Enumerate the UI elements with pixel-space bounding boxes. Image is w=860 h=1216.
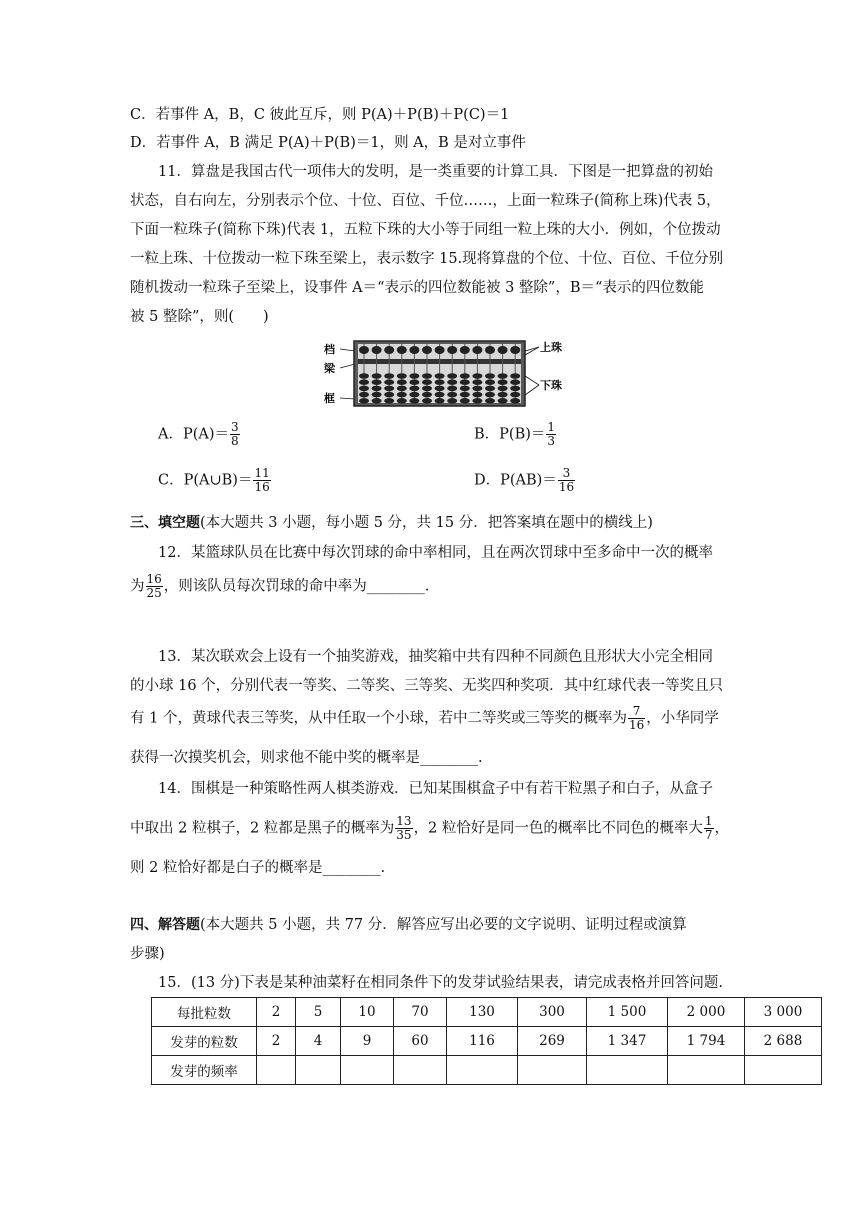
q13-line-3 <box>130 705 719 732</box>
lower-bead <box>510 398 520 404</box>
table-row <box>152 1056 822 1085</box>
upper-bead <box>472 346 482 354</box>
lower-bead <box>397 379 407 385</box>
table-cell <box>447 1056 518 1085</box>
lower-bead <box>447 379 457 385</box>
table-cell: 2 688 <box>745 1027 822 1056</box>
q11-line-5: 随机拨动一粒珠子至梁上，设事件 A＝“表示的四位数能被 3 整除”，B＝“表示的四位数能 <box>130 280 704 296</box>
table-cell: 10 <box>341 998 394 1027</box>
lower-bead <box>472 398 482 404</box>
option-d-prefix: D．P(AB)＝ <box>474 472 557 489</box>
q13-line-1: 13．某次联欢会上设有一个抽奖游戏，抽奖箱中共有四种不同颜色且形状大小完全相同 <box>158 649 713 665</box>
section-3-desc: (本大题共 3 小题，每小题 5 分，共 15 分．把答案填在题中的横线上) <box>200 515 653 531</box>
q14-line-1: 14．围棋是一种策略性两人棋类游戏．已知某围棋盒子中有若干粒黑子和白子，从盒子 <box>158 781 713 797</box>
section-4-heading <box>130 913 687 937</box>
lower-bead <box>422 379 432 385</box>
upper-bead <box>510 346 520 354</box>
q10-option-d: D．若事件 A，B 满足 P(A)＋P(B)＝1，则 A，B 是对立事件 <box>130 135 526 151</box>
table-cell <box>745 1056 822 1085</box>
upper-bead <box>435 346 445 354</box>
lower-bead <box>510 373 520 379</box>
lower-bead <box>372 398 382 404</box>
lower-bead <box>359 392 369 398</box>
upper-bead <box>409 346 419 354</box>
lower-bead <box>372 392 382 398</box>
lower-bead <box>397 392 407 398</box>
lower-bead <box>422 392 432 398</box>
q11-option-b <box>474 421 557 448</box>
lower-bead <box>510 386 520 392</box>
option-d-num: 3 <box>558 467 575 481</box>
lower-bead <box>498 379 508 385</box>
table-cell: 9 <box>341 1027 394 1056</box>
table-cell <box>394 1056 447 1085</box>
lower-bead <box>409 379 419 385</box>
lower-bead <box>485 392 495 398</box>
q10-option-c: C．若事件 A，B，C 彼此互斥，则 P(A)＋P(B)＋P(C)＝1 <box>130 107 510 123</box>
table-cell: 4 <box>296 1027 341 1056</box>
q14-line-2-mid: ，2 粒恰好是同一色的概率比不同色的概率大 <box>413 820 703 837</box>
lower-bead <box>384 373 394 379</box>
q13-line-2: 的小球 16 个，分别代表一等奖、二等奖、三等奖、无奖四种奖项．其中红球代表一等奖且只 <box>130 678 724 694</box>
lower-bead <box>359 386 369 392</box>
q11-line-3: 下面一粒珠子(简称下珠)代表 1，五粒下珠的大小等于同组一粒上珠的大小．例如，个位拨动 <box>130 222 721 238</box>
option-b-prefix: B．P(B)＝ <box>474 426 546 443</box>
lower-bead <box>372 379 382 385</box>
upper-bead <box>460 346 470 354</box>
lower-bead <box>359 379 369 385</box>
q14-line-2-post: ， <box>714 820 730 837</box>
upper-bead <box>384 346 394 354</box>
lower-bead <box>472 379 482 385</box>
section-3-heading <box>130 511 653 535</box>
table-cell: 60 <box>394 1027 447 1056</box>
table-row-header: 发芽的频率 <box>152 1056 257 1085</box>
option-a-prefix: A．P(A)＝ <box>158 426 230 443</box>
label-liang: 梁 <box>324 362 335 375</box>
section-4-title: 四、解答题 <box>130 917 200 933</box>
option-b-num: 1 <box>547 420 556 434</box>
lower-bead <box>460 386 470 392</box>
upper-bead <box>498 346 508 354</box>
lower-bead <box>409 386 419 392</box>
q11-line-4: 一粒上珠、十位拨动一粒下珠至梁上，表示数字 15.现将算盘的个位、十位、百位、千位分别 <box>130 251 724 267</box>
lower-bead <box>472 386 482 392</box>
table-cell: 5 <box>296 998 341 1027</box>
lower-bead <box>485 386 495 392</box>
lower-bead <box>510 392 520 398</box>
lower-bead <box>422 373 432 379</box>
table-cell: 1 347 <box>587 1027 668 1056</box>
lower-bead <box>359 373 369 379</box>
table-row <box>152 998 822 1027</box>
table-cell: 1 500 <box>587 998 668 1027</box>
label-xiazhu: 下珠 <box>540 379 562 392</box>
lower-bead <box>498 392 508 398</box>
table-row-header: 发芽的粒数 <box>152 1027 257 1056</box>
table-cell: 2 <box>257 1027 296 1056</box>
q11-option-a <box>158 421 241 448</box>
lower-bead <box>510 379 520 385</box>
section-4-desc-1: (本大题共 5 小题，共 77 分．解答应写出必要的文字说明、证明过程或演算 <box>200 917 687 933</box>
lower-bead <box>435 373 445 379</box>
q12-num: 16 <box>146 572 162 586</box>
q13-den: 16 <box>628 718 645 732</box>
lower-bead <box>372 373 382 379</box>
table-cell <box>296 1056 341 1085</box>
table-row-header: 每批粒数 <box>152 998 257 1027</box>
label-shangzhu: 上珠 <box>540 341 562 354</box>
lower-bead <box>384 386 394 392</box>
lower-bead <box>372 386 382 392</box>
lower-bead <box>397 373 407 379</box>
lower-bead <box>384 398 394 404</box>
table-cell: 130 <box>447 998 518 1027</box>
lower-bead <box>447 398 457 404</box>
table-cell: 3 000 <box>745 998 822 1027</box>
lower-bead <box>435 398 445 404</box>
section-3-title: 三、填空题 <box>130 515 200 531</box>
table-cell: 300 <box>518 998 587 1027</box>
q11-option-c <box>158 467 272 494</box>
q14-den2: 7 <box>704 828 713 842</box>
table-cell: 1 794 <box>668 1027 745 1056</box>
upper-bead <box>422 346 432 354</box>
germination-table <box>151 997 822 1085</box>
section-4-desc-2: 步骤) <box>130 946 165 962</box>
table-cell <box>518 1056 587 1085</box>
table-cell: 70 <box>394 998 447 1027</box>
lower-bead <box>498 386 508 392</box>
lower-bead <box>409 392 419 398</box>
lower-bead <box>435 386 445 392</box>
q12-pre: 为 <box>130 578 145 595</box>
lower-bead <box>472 373 482 379</box>
q14-line-2 <box>130 815 729 842</box>
table-cell: 2 000 <box>668 998 745 1027</box>
lower-bead <box>397 386 407 392</box>
q14-line-3: 则 2 粒恰好都是白子的概率是________. <box>130 860 386 876</box>
lower-bead <box>422 386 432 392</box>
q11-option-d <box>474 467 576 494</box>
lower-bead <box>435 379 445 385</box>
lower-bead <box>472 392 482 398</box>
q13-line-3-pre: 有 1 个，黄球代表三等奖，从中任取一个小球，若中二等奖或三等奖的概率为 <box>130 710 627 727</box>
table-cell: 269 <box>518 1027 587 1056</box>
option-d-den: 16 <box>558 480 575 494</box>
upper-bead <box>372 346 382 354</box>
option-b-den: 3 <box>547 434 556 448</box>
option-c-prefix: C．P(A∪B)＝ <box>158 472 253 489</box>
lower-bead <box>447 373 457 379</box>
lower-bead <box>435 392 445 398</box>
lower-bead <box>485 398 495 404</box>
lower-bead <box>422 398 432 404</box>
q13-num: 7 <box>628 705 645 719</box>
q12-den: 25 <box>146 586 162 600</box>
lower-bead <box>460 373 470 379</box>
lower-bead <box>409 373 419 379</box>
q14-den1: 35 <box>396 828 412 842</box>
lower-bead <box>359 398 369 404</box>
option-c-den: 16 <box>254 480 270 494</box>
table-row <box>152 1027 822 1056</box>
q12-post: ，则该队员每次罚球的命中率为________. <box>163 578 430 595</box>
lower-bead <box>460 398 470 404</box>
label-dang: 档 <box>324 343 335 356</box>
lower-bead <box>397 398 407 404</box>
lower-bead <box>460 392 470 398</box>
q13-line-3-post: ，小华同学 <box>646 710 719 727</box>
table-cell: 116 <box>447 1027 518 1056</box>
table-cell <box>587 1056 668 1085</box>
option-a-num: 3 <box>231 420 239 434</box>
table-cell: 2 <box>257 998 296 1027</box>
table-cell <box>668 1056 745 1085</box>
table-cell <box>257 1056 296 1085</box>
q14-line-2-pre: 中取出 2 粒棋子，2 粒都是黑子的概率为 <box>130 820 395 837</box>
upper-bead <box>447 346 457 354</box>
q14-num2: 1 <box>704 814 713 828</box>
upper-bead <box>359 346 369 354</box>
lower-bead <box>447 392 457 398</box>
q14-num1: 13 <box>396 814 412 828</box>
upper-bead <box>485 346 495 354</box>
lower-bead <box>409 398 419 404</box>
abacus-figure <box>320 339 580 409</box>
q13-line-4: 获得一次摸奖机会，则求他不能中奖的概率是________. <box>130 750 483 766</box>
table-cell <box>341 1056 394 1085</box>
upper-bead <box>397 346 407 354</box>
label-kuang: 框 <box>324 392 335 405</box>
lower-bead <box>485 373 495 379</box>
q11-line-2: 状态，自右向左，分别表示个位、十位、百位、千位……，上面一粒珠子(简称上珠)代表 5， <box>130 193 721 209</box>
option-a-den: 8 <box>231 434 239 448</box>
lower-bead <box>460 379 470 385</box>
option-c-num: 11 <box>254 466 270 480</box>
lower-bead <box>498 373 508 379</box>
q12-line-1: 12．某篮球队员在比赛中每次罚球的命中率相同，且在两次罚球中至多命中一次的概率 <box>158 545 713 561</box>
lower-bead <box>384 392 394 398</box>
q11-line-6: 被 5 整除”，则( ) <box>130 309 269 325</box>
q15-line-1: 15．(13 分)下表是某种油菜籽在相同条件下的发芽试验结果表，请完成表格并回答问题. <box>158 975 723 991</box>
q11-line-1: 11．算盘是我国古代一项伟大的发明，是一类重要的计算工具．下图是一把算盘的初始 <box>158 164 713 180</box>
q12-line-2 <box>130 573 429 600</box>
lower-bead <box>498 398 508 404</box>
lower-bead <box>485 379 495 385</box>
lower-bead <box>447 386 457 392</box>
lower-bead <box>384 379 394 385</box>
